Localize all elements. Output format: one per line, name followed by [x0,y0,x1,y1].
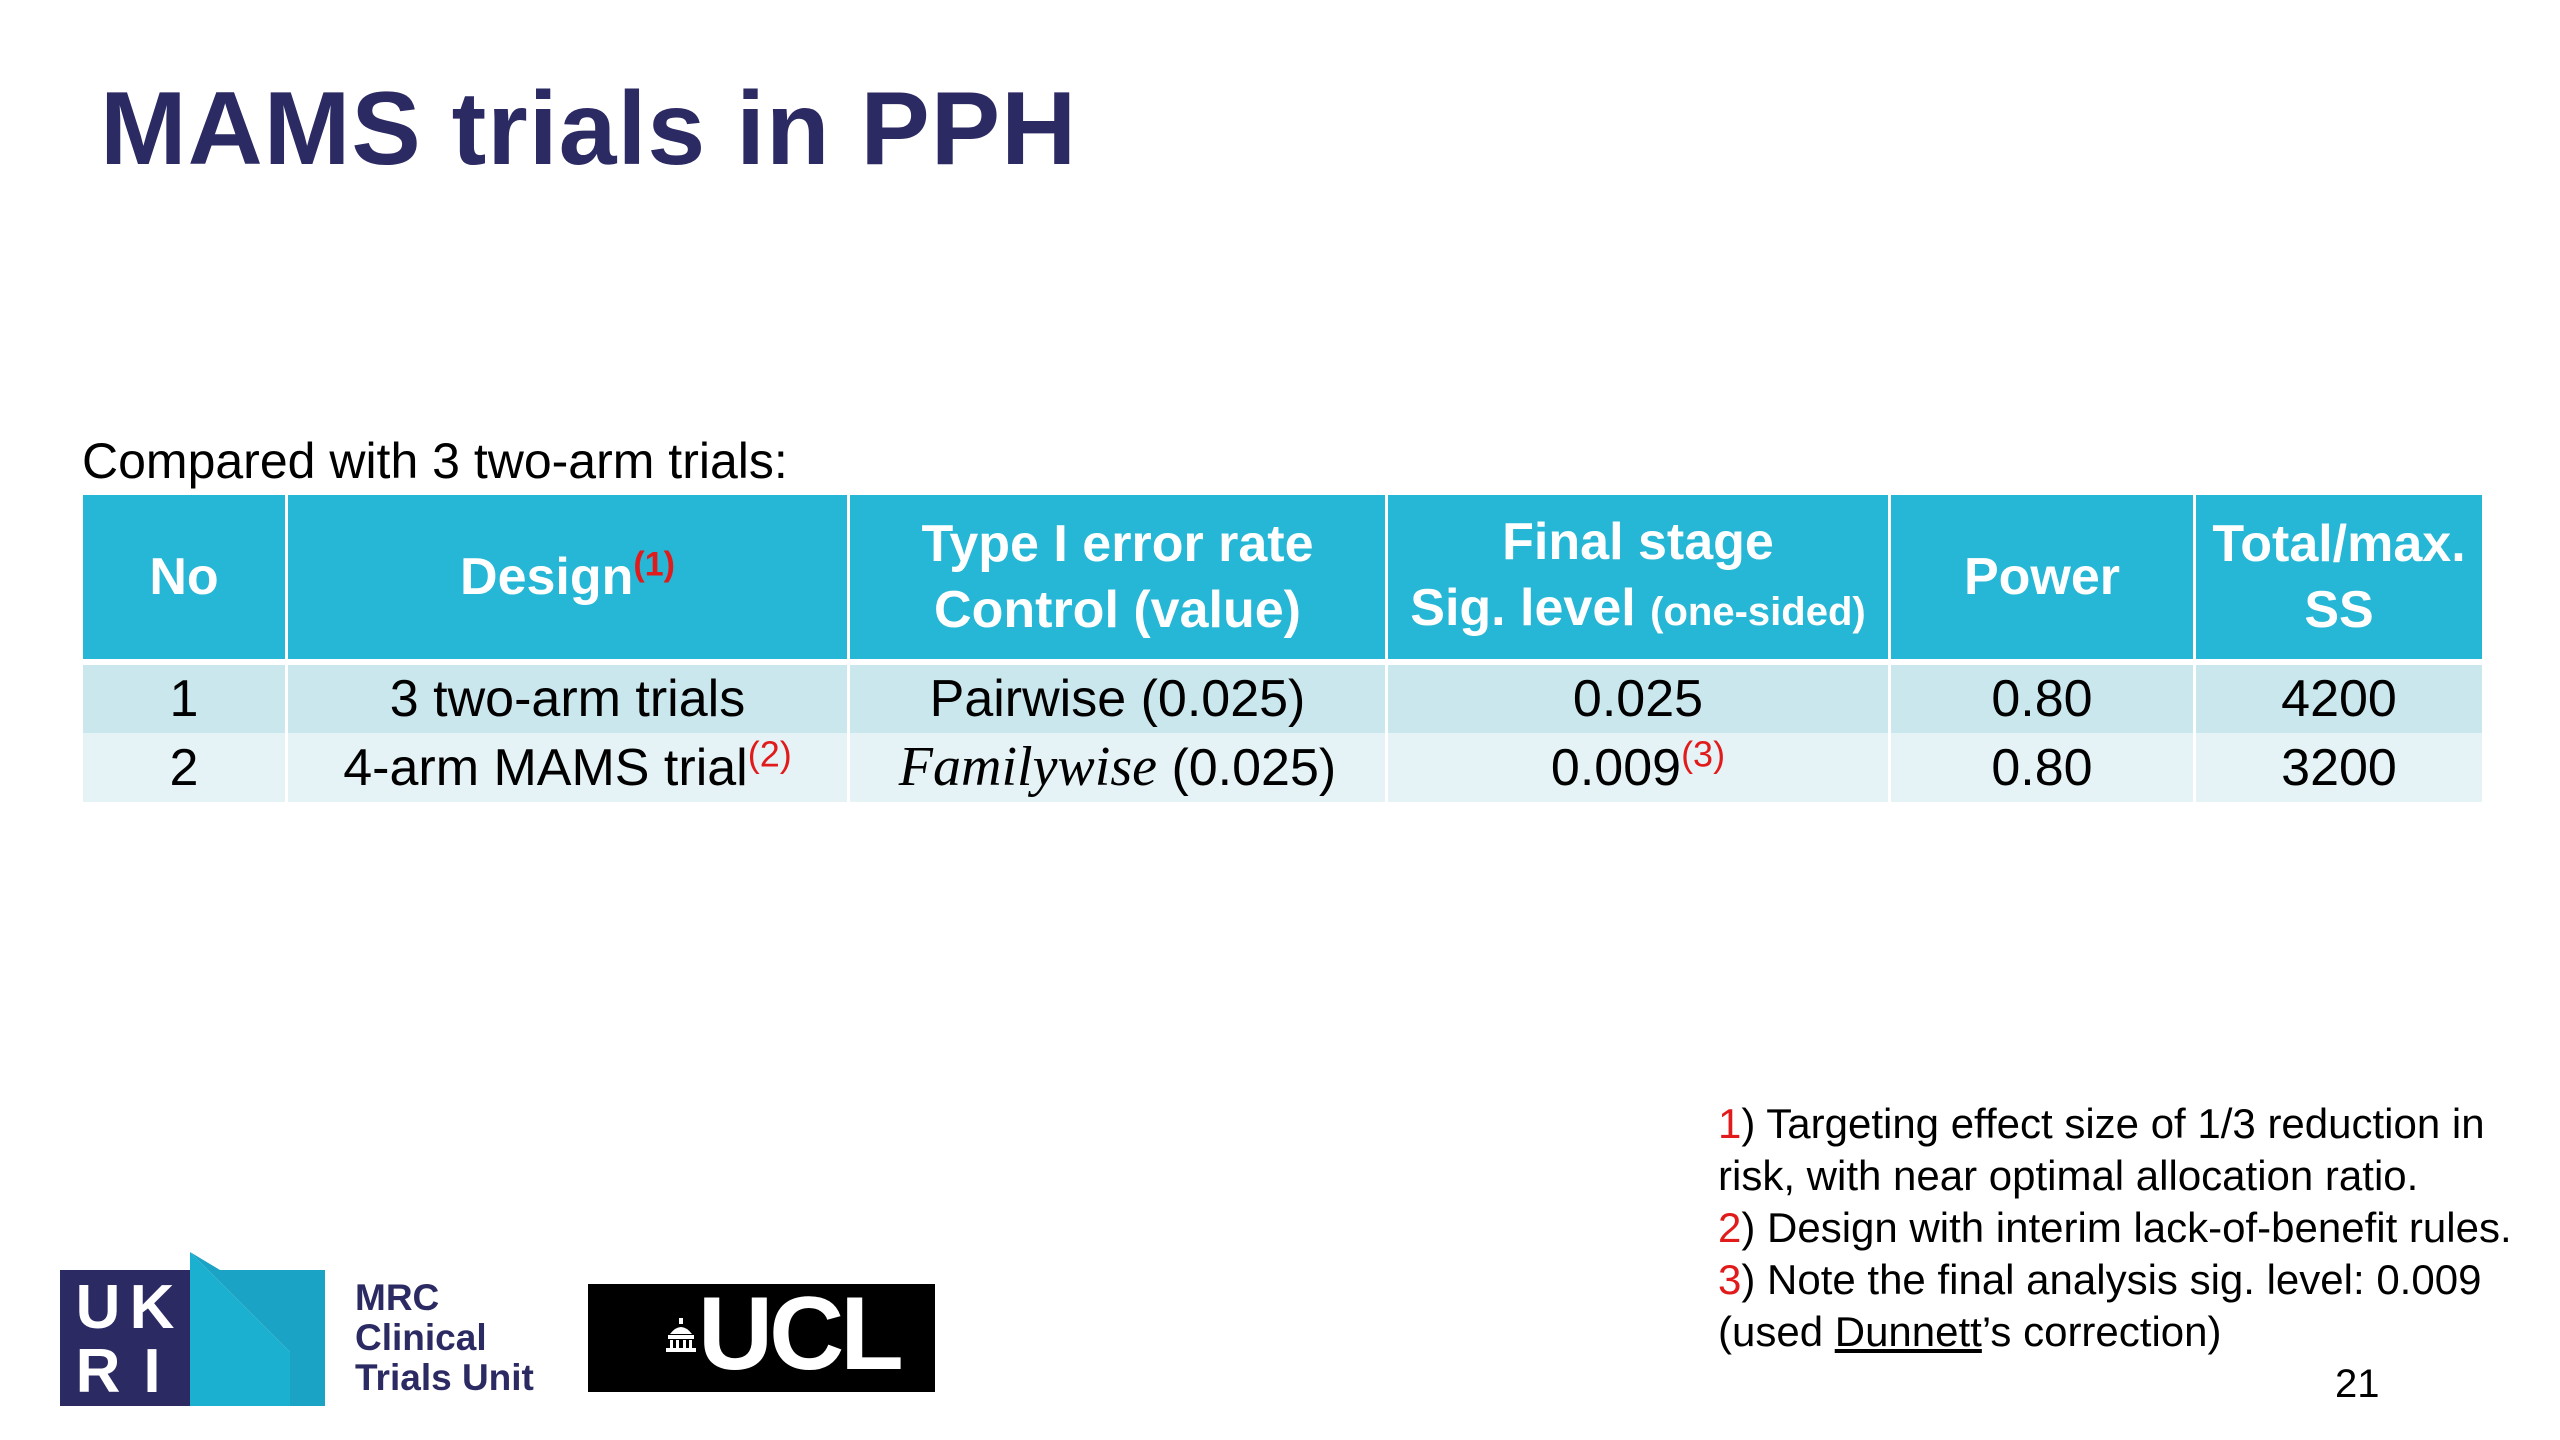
cell-control: Pairwise (0.025) [849,662,1387,733]
table-row [82,733,2484,802]
footnote-3: 3) Note the final analysis sig. level: 0.009 (used Dunnett’s correction) [1718,1256,2482,1355]
table-intro: Compared with 3 two-arm trials: [82,433,788,489]
table-row [82,662,2484,733]
header-design: Design$^{(1)}$ [287,494,849,663]
footnote-2: 2) Design with interim lack-of-benefit rules. [1718,1204,2512,1251]
footnote-1: 1) Targeting effect size of 1/3 reduction in risk, with near optimal allocation ratio. [1718,1100,2485,1199]
ucl-logo: UCL [588,1284,935,1392]
mrc-ctu-logo-text: MRC Clinical Trials Unit [355,1277,534,1398]
mams-footnote-ref: (2) [747,733,792,775]
slide-title: MAMS trials in PPH [100,71,1078,187]
sig-footnote-ref: (3) [1681,733,1726,775]
cell-power: 0.80 [1890,662,2195,733]
svg-text:K: K [129,1273,175,1342]
comparison-table [80,492,2485,802]
cell-design: 4-arm MAMS trial$^{(2)}$ [287,733,849,802]
cell-design: 3 two-arm trials [287,662,849,733]
svg-text:U: U [75,1273,121,1342]
cell-control: Familywise (0.025) [849,733,1387,802]
header-no: No [82,494,287,663]
cell-sig-level: 0.025 [1387,662,1890,733]
table-header-row [82,494,2484,663]
cell-sig-level: 0.009$^{(3)}$ [1387,733,1890,802]
svg-text:R: R [75,1337,121,1406]
page-number: 21 [2335,1362,2380,1406]
cell-no: 1 [82,662,287,733]
design-footnote-ref: (1) [633,545,675,584]
header-power: Power [1890,494,2195,663]
header-total-ss: Total/max. SS [2195,494,2484,663]
cell-total-ss: 3200 [2195,733,2484,802]
cell-total-ss: 4200 [2195,662,2484,733]
svg-text:I: I [143,1337,161,1406]
cell-no: 2 [82,733,287,802]
ucl-dome-icon [666,1318,696,1352]
header-type1-error: Type I error rate Control (value) [849,494,1387,663]
header-final-stage: Final stage Sig. level (one-sided) [1387,494,1890,663]
footnotes [1718,1098,2538,1358]
ukri-logo [60,1252,325,1407]
cell-power: 0.80 [1890,733,2195,802]
